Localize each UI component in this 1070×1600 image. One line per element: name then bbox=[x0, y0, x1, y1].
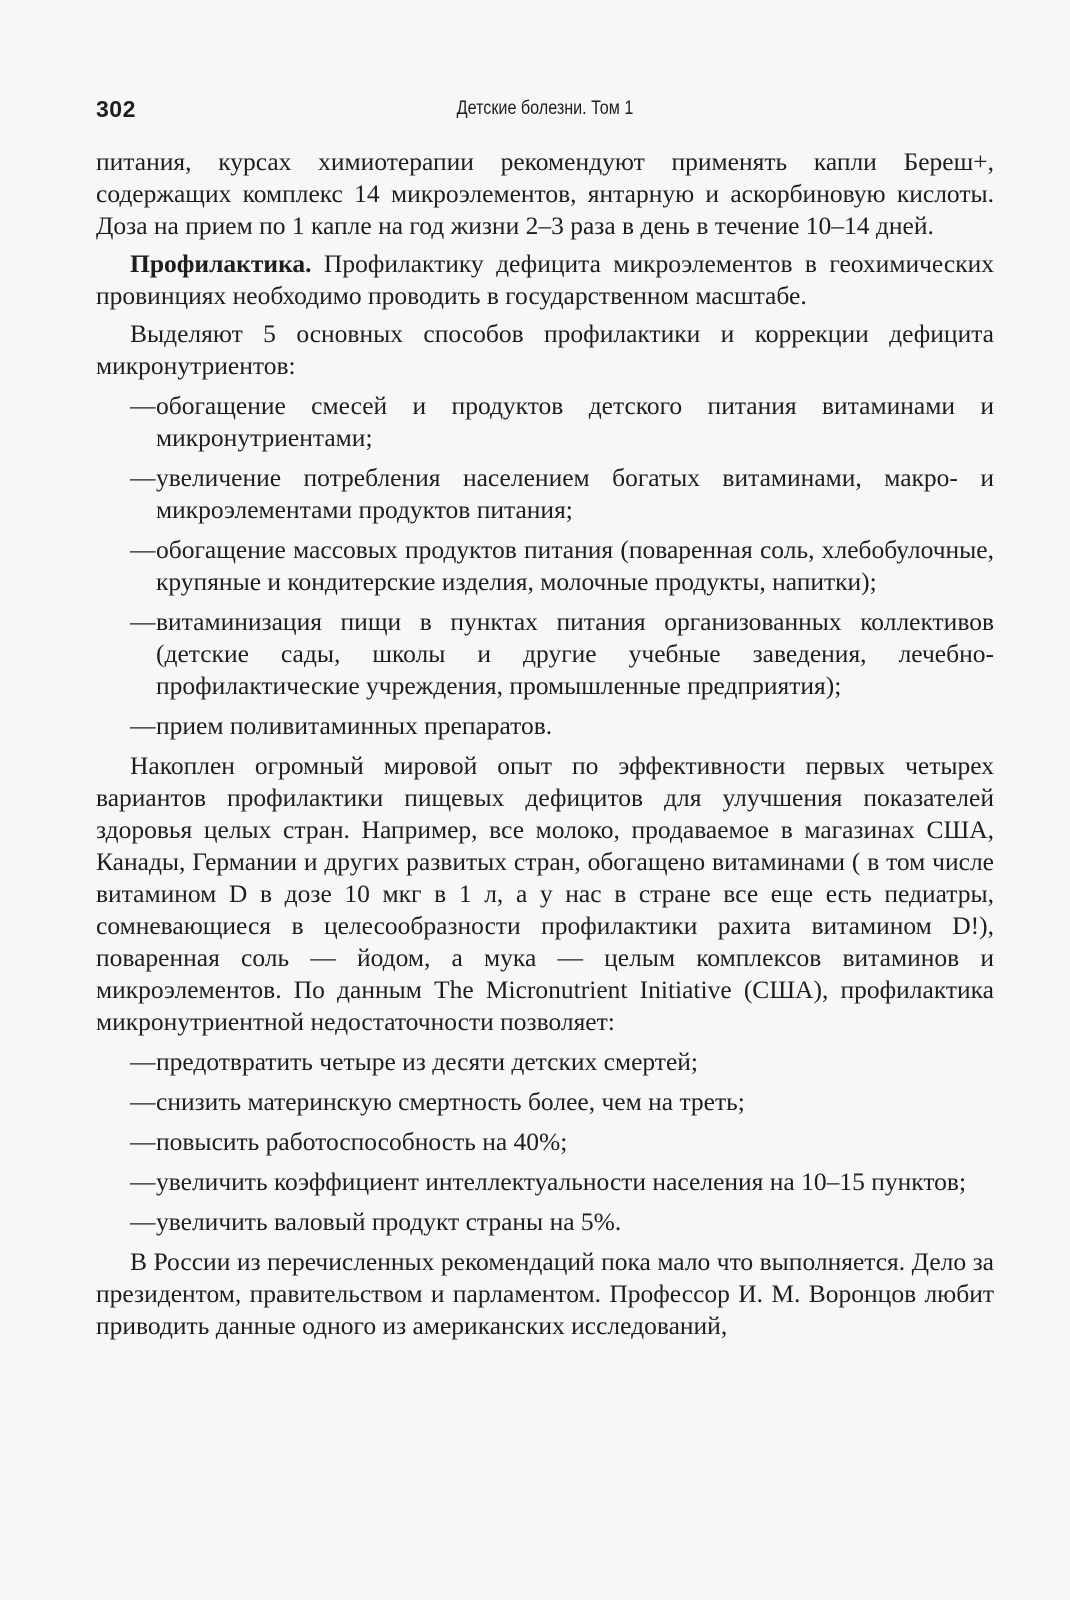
prophylaxis-heading: Профилактика. bbox=[130, 249, 312, 278]
list-item-text: повысить работоспособность на 40%; bbox=[156, 1127, 568, 1156]
paragraph-russia: В России из перечисленных рекомендаций пока мало что выполняется. Дело за президентом, правительством и парламентом. Профессор И. М. Воронцов любит приводить данные одного из американских исследований, bbox=[96, 1247, 994, 1340]
dash-bullet: — bbox=[130, 711, 156, 740]
list-item bbox=[96, 1206, 994, 1238]
list-item-text: прием поливитаминных препаратов. bbox=[156, 711, 553, 740]
dash-bullet: — bbox=[130, 1207, 156, 1236]
list-item bbox=[96, 710, 994, 742]
body-text bbox=[96, 146, 994, 1342]
list-item bbox=[96, 390, 994, 454]
list-item bbox=[96, 1046, 994, 1078]
prophylaxis-text: Профилактику дефицита микроэлементов в геохимических провинциях необходимо проводить в государственном масштабе. bbox=[96, 249, 994, 310]
page-number: 302 bbox=[96, 96, 136, 122]
list-item bbox=[96, 1086, 994, 1118]
list-item bbox=[96, 606, 994, 702]
prevention-methods-list bbox=[96, 390, 994, 742]
dash-bullet: — bbox=[130, 463, 156, 492]
list-item bbox=[96, 1126, 994, 1158]
list-item-text: обогащение массовых продуктов питания (поваренная соль, хлебобулочные, крупяные и кондитерские изделия, молочные продукты, напитки); bbox=[156, 535, 994, 596]
list-item-text: предотвратить четыре из десяти детских смертей; bbox=[156, 1047, 698, 1076]
list-item bbox=[96, 462, 994, 526]
dash-bullet: — bbox=[130, 1087, 156, 1116]
dash-bullet: — bbox=[130, 1167, 156, 1196]
paragraph-methods-intro: Выделяют 5 основных способов профилактики и коррекции дефицита микронутриентов: bbox=[96, 319, 994, 380]
list-item-text: увеличить коэффициент интеллектуальности населения на 10–15 пунктов; bbox=[156, 1167, 967, 1196]
dash-bullet: — bbox=[130, 1047, 156, 1076]
dash-bullet: — bbox=[130, 607, 156, 636]
running-head bbox=[96, 96, 994, 130]
list-item-text: обогащение смесей и продуктов детского питания витаминами и микронутриентами; bbox=[156, 391, 994, 452]
paragraph-world-experience: Накоплен огромный мировой опыт по эффективности первых четырех вариантов профилактики пищевых дефицитов для улучшения показателей здоровья целых стран. Например, все молоко, продаваемое в магазинах США, Канады, Германии и других развитых стран, обогащено витаминами ( в том числе витамином D в дозе 10 мкг в 1 л, а у нас в стране все еще есть педиатры, сомневающиеся в целесообразности профилактики рахита витамином D!), поваренная соль — йодом, а мука — целым комплексов витаминов и микроэлементов. По данным The Micronutrient Initiative (США), профилактика микронутриентной недостаточности позволяет: bbox=[96, 751, 994, 1036]
list-item bbox=[96, 1166, 994, 1198]
dash-bullet: — bbox=[130, 535, 156, 564]
list-item-text: витаминизация пищи в пунктах питания организованных коллективов (детские сады, школы и другие учебные заведения, лечебно-профилактические учреждения, промышленные предприятия); bbox=[156, 607, 994, 700]
dash-bullet: — bbox=[130, 391, 156, 420]
paragraph-prophylaxis bbox=[96, 248, 994, 312]
list-item-text: увеличение потребления населением богатых витаминами, макро- и микроэлементами продуктов питания; bbox=[156, 463, 994, 524]
benefits-list bbox=[96, 1046, 994, 1238]
list-item bbox=[96, 534, 994, 598]
list-item-text: увеличить валовый продукт страны на 5%. bbox=[156, 1207, 622, 1236]
running-title: Детские болезни. Том 1 bbox=[456, 98, 634, 119]
dash-bullet: — bbox=[130, 1127, 156, 1156]
list-item-text: снизить материнскую смертность более, чем на треть; bbox=[156, 1087, 745, 1116]
paragraph-continuation: питания, курсах химиотерапии рекомендуют применять капли Береш+, содержащих комплекс 14 микроэлементов, янтарную и аскорбиновую кислоты. Доза на прием по 1 капле на год жизни 2–3 раза в день в течение 10–14 дней. bbox=[96, 147, 994, 240]
